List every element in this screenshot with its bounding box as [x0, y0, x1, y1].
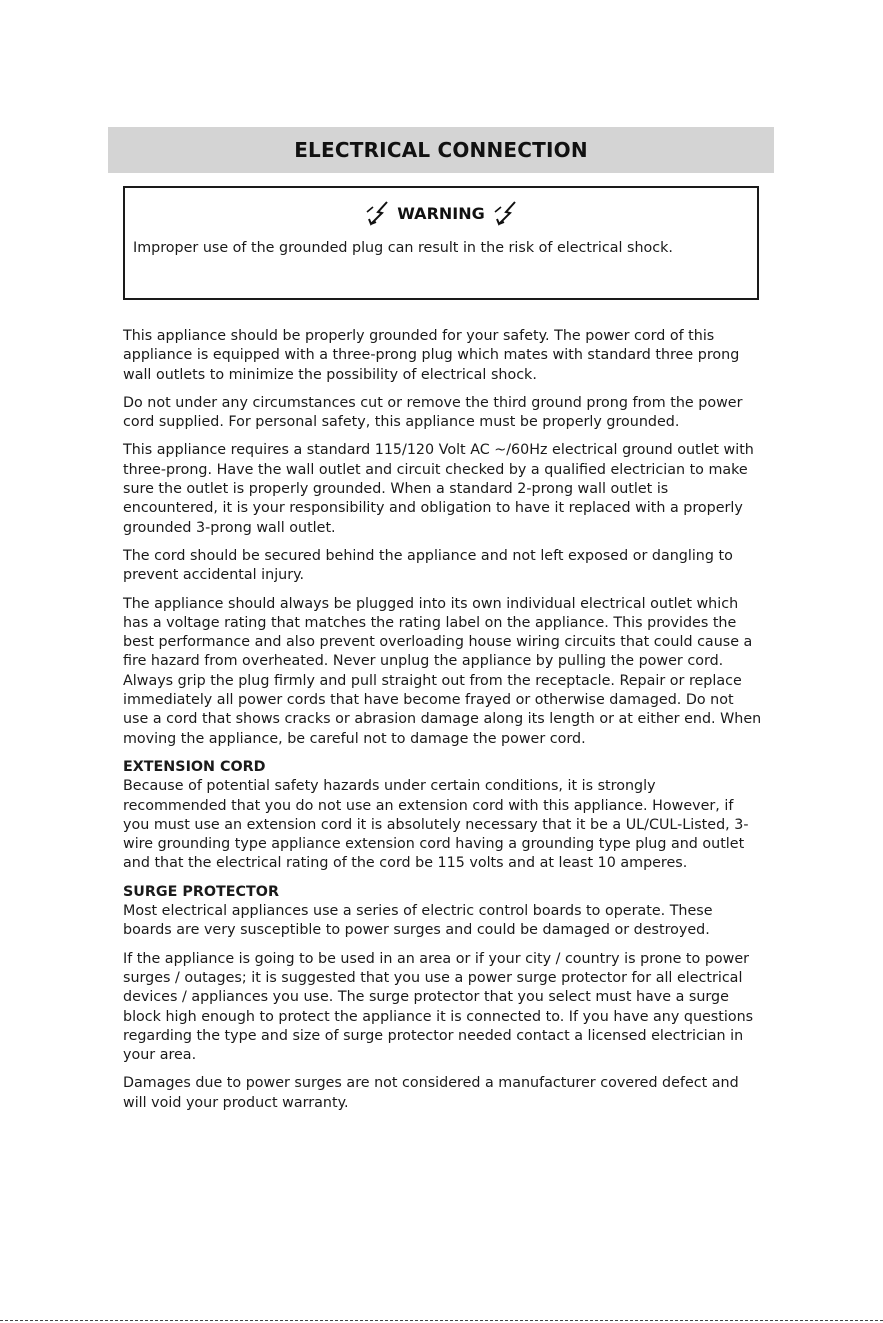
warning-title: WARNING	[397, 203, 485, 223]
paragraph-ground-prong: Do not under any circumstances cut or remove the third ground prong from the power cord supplied. For personal safety, this appliance must be properly grounded.	[123, 394, 743, 431]
warning-box	[123, 186, 759, 300]
surge-protector-heading: SURGE PROTECTOR	[123, 883, 279, 900]
lightning-bolt-icon	[363, 199, 391, 227]
surge-protector-paragraph: If the appliance is going to be used in an area or if your city / country is prone to power surges / outages; it is suggested that you use a power surge protector for all electrical devices / appliances you use. The surge protector that you select must have a surge block high enough to protect the appliance it is connected to. If you have any questions regarding the type and size of surge protector needed contact a licensed electrician in your area.	[123, 950, 754, 1064]
extension-cord-text: Because of potential safety hazards under certain conditions, it is strongly recommended that you do not use an extension cord with this appliance. However, if you must use an extension cord it is absolutely necessary that it be a UL/CUL-Listed, 3-wire grounding type appliance extension cord having a grounding type plug and outlet and that the electrical rating of the cord be 115 volts and at least 10 amperes.	[123, 778, 749, 872]
surge-protector-paragraph: Most electrical appliances use a series of electric control boards to operate. These boards are very susceptible to power surges and could be damaged or destroyed.	[123, 903, 713, 939]
paragraph-individual-outlet: The appliance should always be plugged into its own individual electrical outlet which has a voltage rating that matches the rating label on the appliance. This provides the best performance and also prevent overloading house wiring circuits that could cause a fire hazard from overheated. Never unplug the appliance by pulling the power cord. Always grip the plug firmly and pull straight out from the receptacle. Repair or replace immediately all power cords that have become frayed or otherwise damaged. Do not use a cord that shows cracks or abrasion damage along its length or at either end. When moving the appliance, be careful not to damage the power cord.	[123, 595, 762, 747]
page-title: ELECTRICAL CONNECTION	[294, 138, 588, 162]
page-bottom-rule	[0, 1320, 883, 1321]
extension-cord-heading: EXTENSION CORD	[123, 758, 266, 775]
body-content	[123, 327, 763, 1122]
warning-text: Improper use of the grounded plug can result in the risk of electrical shock.	[133, 240, 673, 256]
surge-protector-paragraph: Damages due to power surges are not considered a manufacturer covered defect and will void your product warranty.	[123, 1075, 739, 1111]
paragraph-grounding: This appliance should be properly grounded for your safety. The power cord of this appliance is equipped with a three-prong plug which mates with standard three prong wall outlets to minimize the possibility of electrical shock.	[123, 328, 740, 383]
section-header	[108, 127, 774, 173]
warning-header	[125, 198, 757, 228]
paragraph-outlet-requirements: This appliance requires a standard 115/120 Volt AC ~/60Hz electrical ground outlet with three-prong. Have the wall outlet and circuit checked by a qualified electrician to make sure the outlet is properly grounded. When a standard 2-prong wall outlet is encountered, it is your responsibility and obligation to have it replaced with a properly grounded 3-prong wall outlet.	[123, 442, 754, 536]
lightning-bolt-icon	[491, 199, 519, 227]
paragraph-cord-securing: The cord should be secured behind the appliance and not left exposed or dangling to prevent accidental injury.	[123, 547, 733, 584]
